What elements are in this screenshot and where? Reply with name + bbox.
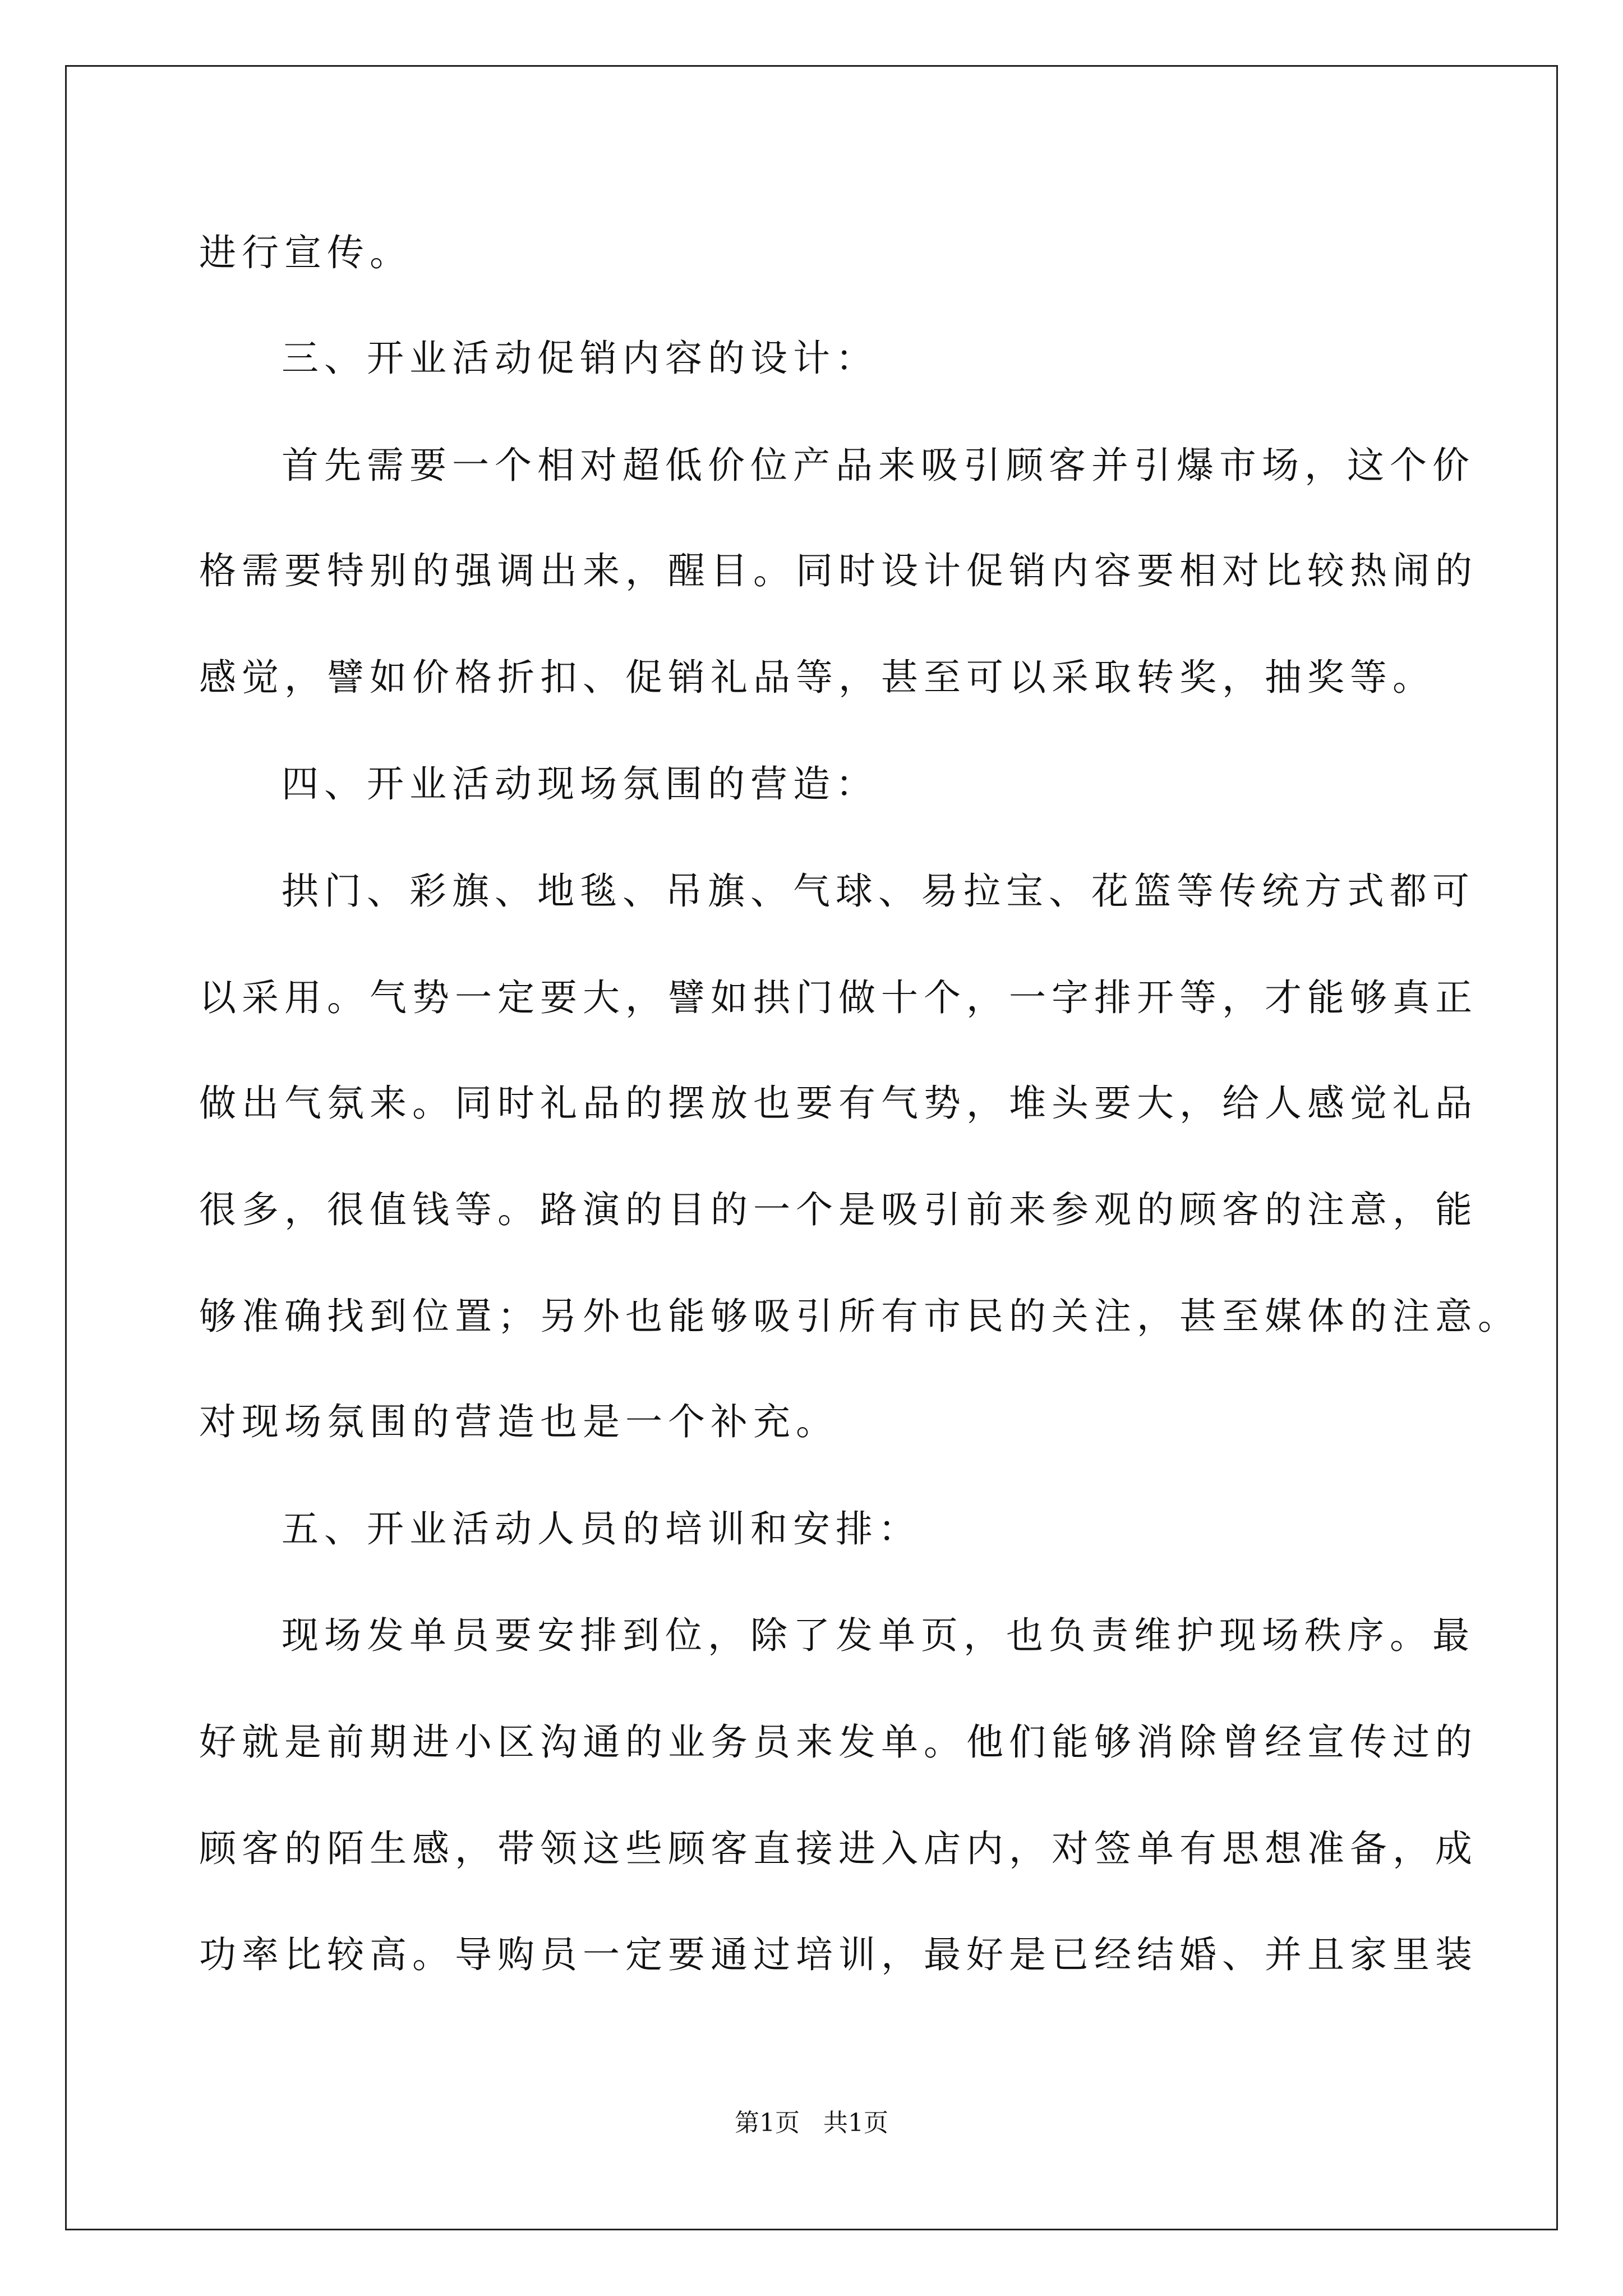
body-line: 功率比较高。导购员一定要通过培训，最好是已经结婚、并且家里装 — [199, 1933, 1478, 1976]
paragraph-first-line: 首先需要一个相对超低价位产品来吸引顾客并引爆市场，这个价 — [282, 444, 1475, 487]
page-number-footer: 第1页 共1页 — [735, 2109, 888, 2137]
paragraph-first-line: 拱门、彩旗、地毯、吊旗、气球、易拉宝、花篮等传统方式都可 — [282, 869, 1475, 913]
paragraph-first-line: 现场发单员要安排到位，除了发单页，也负责维护现场秩序。最 — [282, 1614, 1475, 1657]
body-line: 好就是前期进小区沟通的业务员来发单。他们能够消除曾经宣传过的 — [199, 1720, 1478, 1764]
body-line: 顾客的陌生感，带领这些顾客直接进入店内，对签单有思想准备，成 — [199, 1827, 1478, 1870]
body-line: 很多，很值钱等。路演的目的一个是吸引前来参观的顾客的注意，能 — [199, 1188, 1478, 1231]
body-line: 对现场氛围的营造也是一个补充。 — [199, 1400, 838, 1443]
body-line: 感觉，譬如价格折扣、促销礼品等，甚至可以采取转奖，抽奖等。 — [199, 656, 1435, 699]
body-line: 够准确找到位置；另外也能够吸引所有市民的关注，甚至媒体的注意。 — [199, 1295, 1520, 1338]
body-line: 以采用。气势一定要大，譬如拱门做十个，一字排开等，才能够真正 — [199, 976, 1478, 1019]
body-line: 做出气氛来。同时礼品的摆放也要有气势，堆头要大，给人感觉礼品 — [199, 1082, 1478, 1125]
page-border — [65, 65, 1558, 2230]
body-line: 格需要特别的强调出来，醒目。同时设计促销内容要相对比较热闹的 — [199, 549, 1478, 592]
section-heading: 三、开业活动促销内容的设计： — [282, 337, 878, 380]
body-line: 进行宣传。 — [199, 231, 412, 274]
section-heading: 四、开业活动现场氛围的营造： — [282, 762, 878, 806]
section-heading: 五、开业活动人员的培训和安排： — [282, 1507, 921, 1550]
